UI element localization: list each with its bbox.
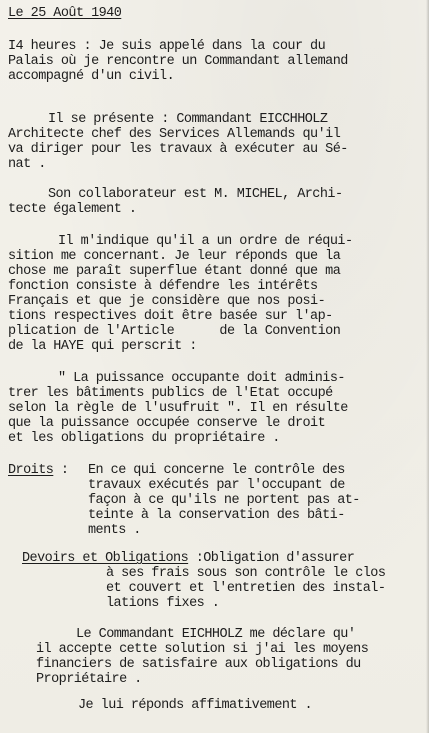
paragraph-1-line-2: Palais où je rencontre un Commandant allemand xyxy=(8,54,348,69)
paragraph-8-line-3: financiers de satisfaire aux obligations du xyxy=(36,657,361,672)
paragraph-4-line-5: Français et que je considère que nos posi- xyxy=(8,294,326,309)
droits-heading xyxy=(8,464,68,478)
paragraph-5-line-4: que la puissance occupée conserve le droit xyxy=(8,416,326,431)
date-heading: Le 25 Août 1940 xyxy=(8,6,122,21)
devoirs-line-4: lations fixes . xyxy=(106,596,220,611)
paragraph-5-line-3: selon la règle de l'usufruit ". Il en résulte xyxy=(8,401,348,416)
droits-colon: : xyxy=(53,463,69,478)
paragraph-4-line-4: fonction consiste à défendre les intérêts xyxy=(8,279,318,294)
paragraph-5-line-1: " La puissance occupante doit adminis- xyxy=(58,371,345,386)
paragraph-4-line-2: sition me concernant. Je leur réponds que la xyxy=(8,249,341,264)
devoirs-line-2: à ses frais sous son contrôle le clos xyxy=(106,566,386,581)
devoirs-first-line: :Obligation d'assurer xyxy=(188,551,355,566)
droits-line-2: travaux exécutés par l'occupant de xyxy=(88,478,345,493)
devoirs-heading xyxy=(22,552,354,566)
droits-line-4: teinte à la conservation des bâti- xyxy=(88,508,345,523)
paragraph-2-line-4: nat . xyxy=(8,157,46,172)
droits-label: Droits xyxy=(8,463,54,478)
paragraph-1-line-3: accompagné d'un civil. xyxy=(8,69,175,84)
paragraph-2-line-1: Il se présente : Commandant EICCHHOLZ xyxy=(48,112,328,127)
paragraph-1-line-1: I4 heures : Je suis appelé dans la cour du xyxy=(8,39,326,54)
paragraph-8-line-1: Le Commandant EICHHOLZ me déclare qu' xyxy=(76,627,356,642)
devoirs-line-3: et couvert et l'entretien des instal- xyxy=(106,581,386,596)
paragraph-3-line-2: tecte également . xyxy=(8,202,137,217)
paragraph-2-line-2: Architecte chef des Services Allemands qu'il xyxy=(8,127,341,142)
paragraph-2-line-3: va diriger pour les travaux à exécuter au Sé- xyxy=(8,142,348,157)
paragraph-4-line-8: de la HAYE qui perscrit : xyxy=(8,339,197,354)
paragraph-4-line-1: Il m'indique qu'il a un ordre de réqui- xyxy=(58,234,353,249)
paragraph-5-line-2: trer les bâtiments publics de l'Etat occupé xyxy=(8,386,333,401)
paragraph-8-line-4: Propriétaire . xyxy=(36,672,142,687)
droits-line-3: façon à ce qu'ils ne portent pas at- xyxy=(88,493,360,508)
paragraph-5-line-5: et les obligations du propriétaire . xyxy=(8,431,280,446)
droits-line-1: En ce qui concerne le contrôle des xyxy=(88,463,345,478)
droits-line-5: ments . xyxy=(88,523,141,538)
paragraph-8-line-2: il accepte cette solution si j'ai les moyens xyxy=(36,642,369,657)
paragraph-4-line-7: plication de l'Article de la Convention xyxy=(8,324,341,339)
paragraph-3-line-1: Son collaborateur est M. MICHEL, Archi- xyxy=(48,187,343,202)
devoirs-label: Devoirs et Obligations xyxy=(22,551,189,566)
paragraph-4-line-6: tions respectives doit être basée sur l'ap- xyxy=(8,309,333,324)
paragraph-9: Je lui réponds affimativement . xyxy=(78,698,313,713)
paragraph-4-line-3: chose me paraît superflue étant donné que ma xyxy=(8,264,341,279)
